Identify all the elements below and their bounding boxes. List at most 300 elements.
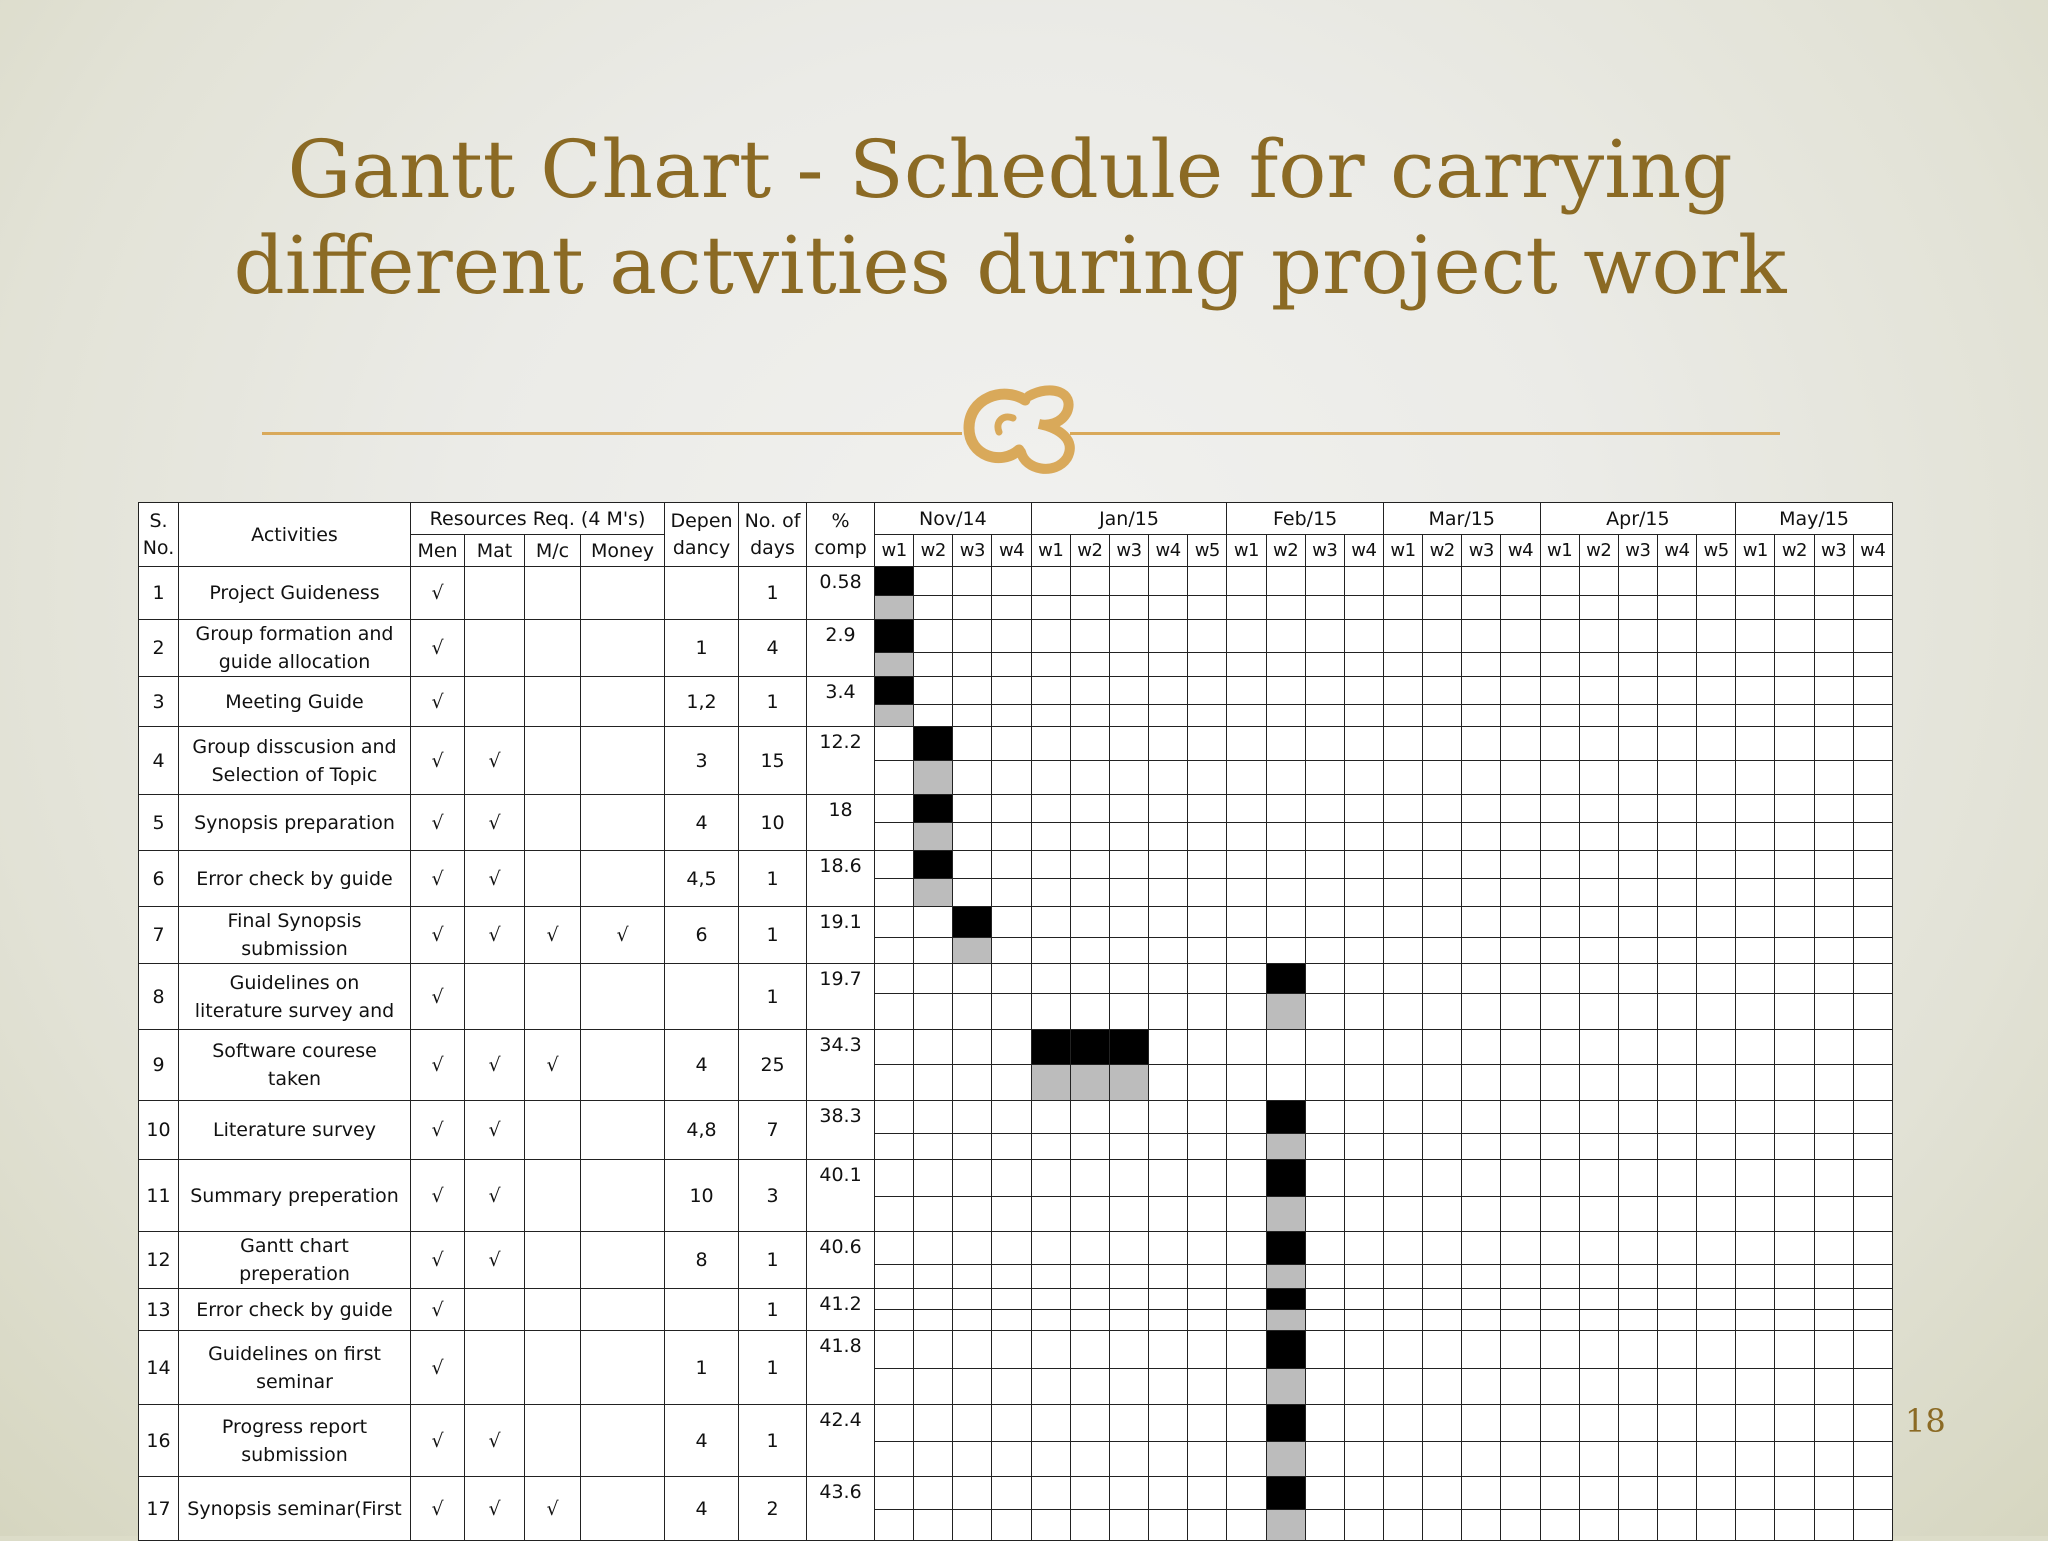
gantt-cell: [1814, 1101, 1853, 1134]
cell-activity: Group formation and guide allocation: [179, 620, 411, 677]
gantt-cell: [1109, 994, 1148, 1030]
gantt-cell: [1501, 1477, 1540, 1510]
gantt-cell: [1657, 596, 1696, 620]
gantt-cell: [1031, 1477, 1070, 1510]
gantt-cell: [1814, 1134, 1853, 1160]
gantt-cell: [1697, 1442, 1736, 1477]
gantt-cell: [992, 1134, 1031, 1160]
gantt-cell: [1305, 1101, 1344, 1134]
gantt-cell: [1031, 964, 1070, 994]
cell-days: 1: [739, 851, 807, 907]
gantt-cell: [953, 761, 992, 795]
header-comp: % comp: [807, 503, 875, 567]
cell-men: √: [411, 795, 465, 851]
activity-row: [139, 620, 1893, 653]
cell-days: 1: [739, 677, 807, 727]
gantt-cell: [914, 705, 953, 727]
cell-money: [581, 1405, 665, 1477]
gantt-cell: [1031, 1264, 1070, 1288]
gantt-cell: [1814, 1369, 1853, 1405]
cell-men: √: [411, 1232, 465, 1289]
gantt-cell: [1149, 795, 1188, 823]
gantt-cell: [1853, 795, 1892, 823]
gantt-cell: [992, 907, 1031, 938]
gantt-cell: [1383, 1477, 1422, 1510]
gantt-cell: [1383, 1369, 1422, 1405]
gantt-cell: [1070, 907, 1109, 938]
gantt-body: [139, 567, 1893, 1541]
gantt-cell: [1697, 596, 1736, 620]
cell-activity: Final Synopsis submission: [179, 907, 411, 964]
gantt-cell: [953, 851, 992, 879]
gantt-cell: [914, 1197, 953, 1232]
cell-money: [581, 1331, 665, 1405]
gantt-cell: [1070, 1310, 1109, 1331]
gantt-cell: [1657, 1405, 1696, 1442]
gantt-cell: [1540, 677, 1579, 705]
cell-money: [581, 567, 665, 620]
gantt-cell: [1423, 1477, 1462, 1510]
gantt-cell: [1697, 567, 1736, 596]
header-week: w2: [1266, 535, 1305, 567]
gantt-cell: [1736, 727, 1775, 761]
gantt-cell: [1501, 1264, 1540, 1288]
gantt-cell: [1149, 994, 1188, 1030]
gantt-cell: [1109, 727, 1148, 761]
gantt-cell: [914, 1310, 953, 1331]
gantt-cell: [1618, 1101, 1657, 1134]
cell-men: √: [411, 1289, 465, 1331]
gantt-cell: [1814, 596, 1853, 620]
gantt-cell: [1149, 1405, 1188, 1442]
cell-sno: 7: [139, 907, 179, 964]
gantt-cell: [1266, 596, 1305, 620]
gantt-cell: [1227, 1477, 1266, 1510]
cell-activity: Error check by guide: [179, 851, 411, 907]
gantt-bar-planned: [1070, 1065, 1109, 1101]
activity-row: [139, 795, 1893, 823]
gantt-bar-actual: [914, 727, 953, 761]
cell-dependency: 6: [665, 907, 739, 964]
header-resources: Resources Req. (4 M's): [411, 503, 665, 535]
cell-sno: 9: [139, 1030, 179, 1101]
gantt-cell: [1070, 1289, 1109, 1310]
cell-mat: √: [465, 1477, 525, 1541]
gantt-cell: [1149, 677, 1188, 705]
gantt-cell: [1188, 1101, 1227, 1134]
gantt-cell: [1227, 1030, 1266, 1065]
gantt-cell: [1344, 620, 1383, 653]
gantt-cell: [1266, 677, 1305, 705]
gantt-cell: [1540, 879, 1579, 907]
gantt-cell: [1031, 1197, 1070, 1232]
gantt-cell: [1227, 823, 1266, 851]
gantt-cell: [1070, 596, 1109, 620]
gantt-cell: [1344, 1232, 1383, 1265]
gantt-cell: [1462, 652, 1501, 676]
gantt-cell: [992, 1160, 1031, 1197]
gantt-cell: [1501, 1232, 1540, 1265]
gantt-cell: [1540, 994, 1579, 1030]
activity-row: [139, 727, 1893, 761]
gantt-cell: [1383, 994, 1422, 1030]
gantt-cell: [953, 1065, 992, 1101]
gantt-cell: [1853, 567, 1892, 596]
cell-dependency: 1,2: [665, 677, 739, 727]
gantt-cell: [1501, 1442, 1540, 1477]
gantt-cell: [1814, 567, 1853, 596]
gantt-cell: [1383, 937, 1422, 963]
gantt-cell: [1383, 620, 1422, 653]
gantt-cell: [1149, 1197, 1188, 1232]
gantt-cell: [875, 823, 914, 851]
gantt-cell: [1149, 851, 1188, 879]
gantt-bar-planned: [1266, 1197, 1305, 1232]
gantt-cell: [1697, 795, 1736, 823]
gantt-cell: [1540, 964, 1579, 994]
gantt-cell: [1305, 1405, 1344, 1442]
gantt-cell: [875, 1134, 914, 1160]
gantt-cell: [1736, 1477, 1775, 1510]
cell-mc: [525, 567, 581, 620]
gantt-cell: [1657, 851, 1696, 879]
gantt-cell: [875, 1331, 914, 1369]
gantt-cell: [1657, 1197, 1696, 1232]
gantt-cell: [1697, 1369, 1736, 1405]
cell-comp: 34.3: [807, 1030, 875, 1101]
gantt-cell: [1775, 620, 1814, 653]
gantt-cell: [1775, 1369, 1814, 1405]
gantt-cell: [1814, 937, 1853, 963]
gantt-cell: [1501, 705, 1540, 727]
gantt-cell: [1383, 1289, 1422, 1310]
gantt-cell: [1814, 761, 1853, 795]
gantt-cell: [1579, 1369, 1618, 1405]
gantt-cell: [1149, 823, 1188, 851]
gantt-bar-actual: [875, 677, 914, 705]
gantt-cell: [1188, 964, 1227, 994]
gantt-cell: [1227, 1369, 1266, 1405]
gantt-cell: [875, 1232, 914, 1265]
gantt-cell: [1383, 1310, 1422, 1331]
gantt-cell: [1462, 1065, 1501, 1101]
gantt-cell: [1227, 1065, 1266, 1101]
gantt-cell: [1736, 1065, 1775, 1101]
gantt-cell: [1775, 727, 1814, 761]
gantt-cell: [1501, 727, 1540, 761]
gantt-cell: [1736, 1134, 1775, 1160]
gantt-cell: [1344, 1197, 1383, 1232]
gantt-cell: [1814, 823, 1853, 851]
gantt-cell: [1109, 652, 1148, 676]
gantt-cell: [1736, 795, 1775, 823]
gantt-cell: [1501, 823, 1540, 851]
gantt-cell: [1540, 907, 1579, 938]
gantt-bar-actual: [1266, 1331, 1305, 1369]
gantt-cell: [992, 652, 1031, 676]
gantt-cell: [1305, 705, 1344, 727]
gantt-cell: [1227, 652, 1266, 676]
gantt-cell: [1462, 1310, 1501, 1331]
gantt-cell: [1501, 937, 1540, 963]
cell-comp: 42.4: [807, 1405, 875, 1477]
gantt-cell: [1853, 1134, 1892, 1160]
gantt-cell: [1305, 1197, 1344, 1232]
gantt-cell: [1266, 705, 1305, 727]
gantt-cell: [1423, 795, 1462, 823]
gantt-cell: [1188, 937, 1227, 963]
gantt-cell: [1031, 567, 1070, 596]
cell-men: √: [411, 677, 465, 727]
gantt-bar-planned: [1266, 1442, 1305, 1477]
activity-row: [139, 1160, 1893, 1197]
gantt-cell: [1423, 620, 1462, 653]
gantt-cell: [1383, 761, 1422, 795]
header-mat: Mat: [465, 535, 525, 567]
header-month: Feb/15: [1227, 503, 1384, 535]
gantt-cell: [914, 620, 953, 653]
gantt-bar-actual: [1266, 1232, 1305, 1265]
gantt-cell: [1814, 1310, 1853, 1331]
gantt-cell: [1070, 1442, 1109, 1477]
header-month: Mar/15: [1383, 503, 1540, 535]
gantt-cell: [1188, 1065, 1227, 1101]
gantt-cell: [1109, 1369, 1148, 1405]
gantt-cell: [1736, 677, 1775, 705]
gantt-cell: [953, 795, 992, 823]
gantt-cell: [1070, 1264, 1109, 1288]
gantt-cell: [1697, 964, 1736, 994]
gantt-cell: [1697, 1331, 1736, 1369]
gantt-cell: [1775, 795, 1814, 823]
gantt-cell: [1227, 1134, 1266, 1160]
gantt-cell: [1031, 851, 1070, 879]
gantt-cell: [1423, 567, 1462, 596]
gantt-cell: [1188, 1030, 1227, 1065]
cell-dependency: [665, 567, 739, 620]
gantt-cell: [1657, 879, 1696, 907]
cell-mc: √: [525, 1477, 581, 1541]
gantt-cell: [1383, 705, 1422, 727]
gantt-cell: [1070, 823, 1109, 851]
gantt-cell: [1149, 879, 1188, 907]
gantt-cell: [992, 1331, 1031, 1369]
activity-row: [139, 1232, 1893, 1265]
gantt-cell: [1853, 596, 1892, 620]
cell-men: √: [411, 964, 465, 1030]
gantt-cell: [1149, 1331, 1188, 1369]
gantt-cell: [1423, 1264, 1462, 1288]
gantt-cell: [1188, 795, 1227, 823]
gantt-cell: [1070, 1232, 1109, 1265]
gantt-cell: [1501, 1405, 1540, 1442]
gantt-cell: [1814, 705, 1853, 727]
gantt-bar-planned: [914, 879, 953, 907]
gantt-cell: [1775, 567, 1814, 596]
gantt-cell: [1031, 596, 1070, 620]
gantt-cell: [1188, 879, 1227, 907]
gantt-cell: [1657, 761, 1696, 795]
gantt-cell: [1540, 620, 1579, 653]
gantt-cell: [914, 964, 953, 994]
gantt-cell: [1618, 1030, 1657, 1065]
activity-row: [139, 964, 1893, 994]
gantt-cell: [1775, 1232, 1814, 1265]
gantt-cell: [914, 1101, 953, 1134]
gantt-cell: [1305, 907, 1344, 938]
gantt-cell: [1227, 795, 1266, 823]
gantt-cell: [1657, 652, 1696, 676]
gantt-cell: [1814, 1264, 1853, 1288]
gantt-cell: [1031, 1405, 1070, 1442]
gantt-cell: [1775, 879, 1814, 907]
gantt-cell: [992, 761, 1031, 795]
gantt-cell: [1070, 1197, 1109, 1232]
gantt-cell: [1501, 1101, 1540, 1134]
cell-men: √: [411, 1030, 465, 1101]
gantt-cell: [1462, 1030, 1501, 1065]
gantt-cell: [1344, 596, 1383, 620]
gantt-cell: [1540, 1405, 1579, 1442]
cell-activity: Summary preperation: [179, 1160, 411, 1232]
cell-days: 2: [739, 1477, 807, 1541]
gantt-cell: [1657, 1264, 1696, 1288]
gantt-cell: [1227, 1101, 1266, 1134]
gantt-cell: [1227, 851, 1266, 879]
gantt-cell: [1462, 1331, 1501, 1369]
gantt-cell: [1618, 1134, 1657, 1160]
gantt-cell: [1383, 727, 1422, 761]
cell-days: 10: [739, 795, 807, 851]
gantt-cell: [1462, 620, 1501, 653]
gantt-cell: [1149, 1101, 1188, 1134]
header-week: w4: [1501, 535, 1540, 567]
cell-sno: 14: [139, 1331, 179, 1405]
gantt-cell: [953, 1442, 992, 1477]
gantt-cell: [953, 596, 992, 620]
gantt-cell: [1109, 1289, 1148, 1310]
gantt-cell: [1305, 879, 1344, 907]
gantt-cell: [1697, 1197, 1736, 1232]
cell-mat: √: [465, 1232, 525, 1289]
gantt-cell: [1227, 596, 1266, 620]
cell-money: [581, 851, 665, 907]
gantt-cell: [1383, 964, 1422, 994]
cell-activity: Literature survey: [179, 1101, 411, 1160]
gantt-cell: [1383, 1405, 1422, 1442]
gantt-cell: [1344, 994, 1383, 1030]
gantt-cell: [1579, 994, 1618, 1030]
gantt-cell: [1188, 567, 1227, 596]
cell-activity: Guidelines on literature survey and: [179, 964, 411, 1030]
gantt-cell: [1853, 1101, 1892, 1134]
cell-dependency: 8: [665, 1232, 739, 1289]
gantt-cell: [1227, 1442, 1266, 1477]
gantt-cell: [1149, 1264, 1188, 1288]
cell-comp: 41.8: [807, 1331, 875, 1405]
gantt-cell: [1775, 1264, 1814, 1288]
gantt-cell: [1149, 705, 1188, 727]
gantt-cell: [1344, 1310, 1383, 1331]
gantt-cell: [1305, 727, 1344, 761]
cell-comp: 18.6: [807, 851, 875, 907]
gantt-cell: [1383, 851, 1422, 879]
gantt-cell: [1266, 907, 1305, 938]
header-week: w1: [1736, 535, 1775, 567]
gantt-cell: [953, 677, 992, 705]
gantt-bar-actual: [1070, 1030, 1109, 1065]
cell-men: √: [411, 1101, 465, 1160]
gantt-cell: [1501, 1310, 1540, 1331]
gantt-cell: [1618, 795, 1657, 823]
gantt-cell: [1540, 937, 1579, 963]
cell-dependency: 1: [665, 1331, 739, 1405]
gantt-cell: [1305, 964, 1344, 994]
header-week: w1: [1227, 535, 1266, 567]
header-sno: S. No.: [139, 503, 179, 567]
gantt-cell: [1227, 1289, 1266, 1310]
gantt-cell: [992, 1442, 1031, 1477]
gantt-cell: [1031, 823, 1070, 851]
gantt-cell: [1149, 1289, 1188, 1310]
gantt-cell: [1462, 1405, 1501, 1442]
gantt-cell: [1462, 1264, 1501, 1288]
gantt-cell: [1814, 907, 1853, 938]
gantt-cell: [1344, 1065, 1383, 1101]
gantt-cell: [1070, 964, 1109, 994]
cell-men: √: [411, 1331, 465, 1405]
gantt-cell: [992, 1232, 1031, 1265]
cell-activity: Synopsis seminar(First: [179, 1477, 411, 1541]
gantt-cell: [1657, 567, 1696, 596]
gantt-cell: [1070, 1477, 1109, 1510]
gantt-cell: [1853, 1264, 1892, 1288]
gantt-cell: [1501, 1134, 1540, 1160]
gantt-cell: [1423, 1310, 1462, 1331]
gantt-cell: [1070, 879, 1109, 907]
gantt-cell: [1657, 727, 1696, 761]
gantt-cell: [992, 1030, 1031, 1065]
gantt-cell: [1070, 620, 1109, 653]
gantt-cell: [1305, 937, 1344, 963]
gantt-cell: [992, 620, 1031, 653]
gantt-cell: [1149, 964, 1188, 994]
gantt-cell: [1697, 1160, 1736, 1197]
gantt-cell: [875, 1405, 914, 1442]
header-week: w2: [1775, 535, 1814, 567]
gantt-cell: [1383, 823, 1422, 851]
gantt-cell: [1109, 1134, 1148, 1160]
gantt-cell: [1736, 1160, 1775, 1197]
header-row-top: [139, 503, 1893, 535]
gantt-cell: [1775, 937, 1814, 963]
gantt-cell: [1736, 1289, 1775, 1310]
header-week: w4: [1853, 535, 1892, 567]
gantt-cell: [1188, 823, 1227, 851]
gantt-cell: [1579, 937, 1618, 963]
gantt-cell: [1423, 1232, 1462, 1265]
gantt-cell: [1736, 907, 1775, 938]
gantt-cell: [1109, 879, 1148, 907]
gantt-cell: [1814, 1289, 1853, 1310]
gantt-cell: [1853, 851, 1892, 879]
gantt-cell: [875, 964, 914, 994]
gantt-cell: [1188, 1331, 1227, 1369]
gantt-cell: [1540, 1264, 1579, 1288]
gantt-cell: [1775, 823, 1814, 851]
gantt-cell: [1070, 994, 1109, 1030]
gantt-cell: [1423, 1331, 1462, 1369]
